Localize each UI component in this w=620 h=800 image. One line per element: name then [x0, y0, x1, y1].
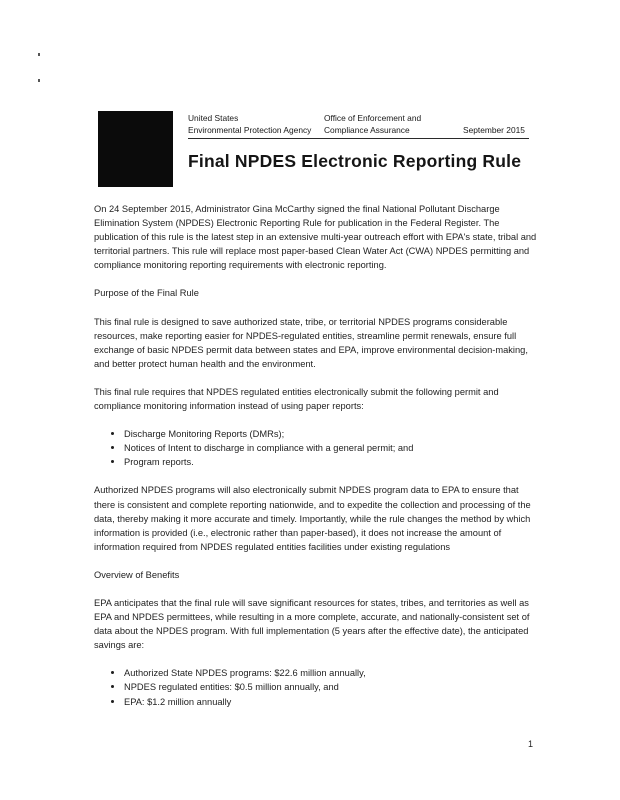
list-item: EPA: $1.2 million annually: [108, 695, 542, 709]
bullet-icon: [111, 685, 114, 688]
benefits-heading: Overview of Benefits: [94, 569, 180, 580]
scan-speck: [38, 53, 40, 56]
bullet-icon: [111, 446, 114, 449]
purpose-heading: Purpose of the Final Rule: [94, 288, 199, 299]
purpose-paragraph-3: Authorized NPDES programs will also electronically submit NPDES program data to EPA to ensure that there is consistent and complete reporting nationwide, and to expedite the collection and processing of the data, thereby making it more accurate and timely. Importantly, while the rule changes the method by which information is provided (i.e., electronic rather than paper-based), it does not increase the amount of information required from NPDES regulated entities facilities under existing regulations: [94, 485, 531, 552]
benefits-paragraph: EPA anticipates that the final rule will save significant resources for states, tribes, and territories as well as EPA and NPDES permittees, while resulting in a more complete, accurate, and nationally-consistent set of data about the NPDES program. With full implementation (5 years after the effective date), the anticipated savings are:: [94, 597, 530, 651]
agency-name: United States Environmental Protection Agency: [188, 113, 312, 135]
purpose-paragraph-2: This final rule requires that NPDES regulated entities electronically submit the following permit and compliance monitoring information instead of using paper reports:: [94, 386, 499, 412]
purpose-paragraph-1: This final rule is designed to save authorized state, tribe, or territorial NPDES programs considerable resources, make reporting easier for NPDES-regulated entities, streamline permit renewals, ensure full exchange of basic NPDES permit data between states and EPA, improve environmental decision-making, and better protect human health and the environment.: [94, 316, 528, 369]
header-divider: [188, 138, 529, 139]
agency-logo: [98, 111, 173, 187]
savings-list: [94, 666, 542, 708]
document-title: Final NPDES Electronic Reporting Rule: [188, 151, 522, 171]
office-name: Office of Enforcement and Compliance Assurance: [324, 113, 422, 135]
list-item: Discharge Monitoring Reports (DMRs);: [108, 427, 542, 441]
list-item: NPDES regulated entities: $0.5 million annually, and: [108, 680, 542, 694]
page-number: 1: [528, 739, 534, 749]
list-item: Notices of Intent to discharge in compliance with a general permit; and: [108, 441, 542, 455]
intro-paragraph: On 24 September 2015, Administrator Gina McCarthy signed the final National Pollutant Discharge Elimination System (NPDES) Electronic Reporting Rule for publication in the Federal Register. The publication of this rule is the latest step in an extensive multi-year outreach effort with EPA's state, tribal and territorial partners. This rule will replace most paper-based Clean Water Act (CWA) NPDES permitting and compliance monitoring reporting requirements with electronic reporting.: [94, 204, 537, 271]
report-types-list: [94, 427, 542, 469]
publication-date: September 2015: [463, 125, 525, 135]
bullet-icon: [111, 671, 114, 674]
bullet-icon: [111, 700, 114, 703]
list-item: Authorized State NPDES programs: $22.6 million annually,: [108, 666, 542, 680]
scan-speck: [38, 79, 40, 82]
bullet-icon: [111, 460, 114, 463]
document-body: [94, 202, 542, 723]
list-item: Program reports.: [108, 455, 542, 469]
bullet-icon: [111, 432, 114, 435]
